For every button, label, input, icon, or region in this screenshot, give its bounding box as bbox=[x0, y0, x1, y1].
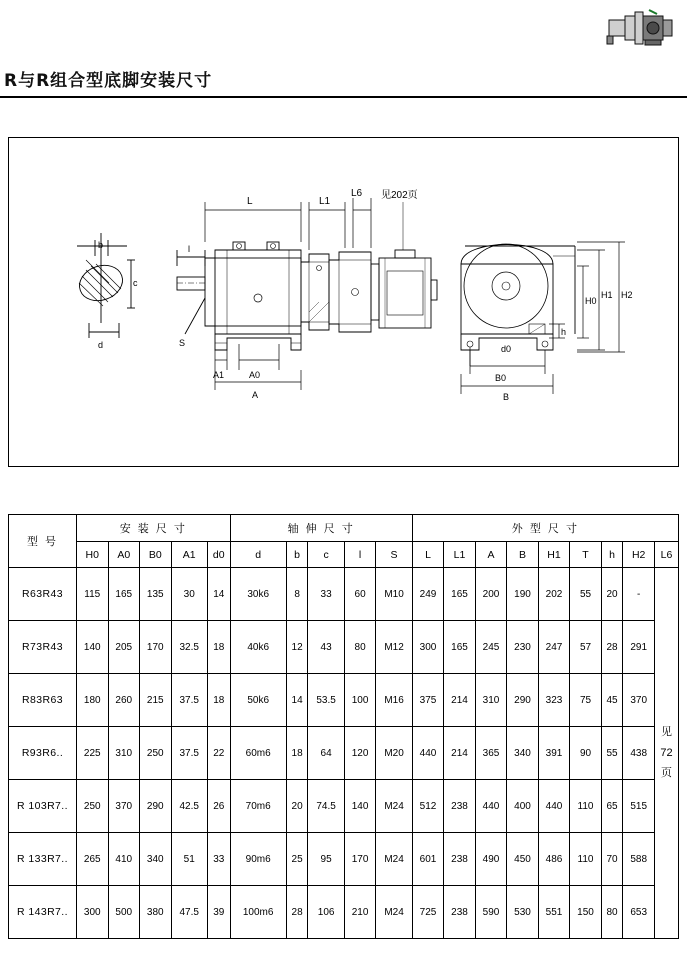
cell-b: 20 bbox=[286, 780, 308, 833]
cell-c: 43 bbox=[308, 621, 344, 674]
cell-B: 530 bbox=[507, 886, 539, 939]
svg-text:h: h bbox=[561, 327, 567, 337]
cell-B0: 290 bbox=[140, 780, 172, 833]
cell-l: 80 bbox=[344, 621, 376, 674]
cell-l: 210 bbox=[344, 886, 376, 939]
cell-h: 55 bbox=[601, 727, 623, 780]
page-title: R与R组合型底脚安装尺寸 bbox=[4, 71, 213, 91]
cell-S: M10 bbox=[376, 568, 412, 621]
cell-L1: 238 bbox=[444, 886, 476, 939]
col-d0: d0 bbox=[207, 542, 230, 568]
cell-S: M24 bbox=[376, 780, 412, 833]
svg-text:l: l bbox=[188, 244, 190, 254]
cell-S: M12 bbox=[376, 621, 412, 674]
col-l: l bbox=[344, 542, 376, 568]
cell-model: R83R63 bbox=[9, 674, 77, 727]
cell-d0: 39 bbox=[207, 886, 230, 939]
svg-text:b: b bbox=[98, 240, 104, 250]
cell-L: 440 bbox=[412, 727, 444, 780]
cell-T: 90 bbox=[570, 727, 602, 780]
cell-L: 512 bbox=[412, 780, 444, 833]
cell-h: 65 bbox=[601, 780, 623, 833]
title-divider bbox=[0, 96, 687, 98]
col-A: A bbox=[475, 542, 507, 568]
cell-T: 55 bbox=[570, 568, 602, 621]
cell-L: 300 bbox=[412, 621, 444, 674]
table-row bbox=[9, 568, 679, 621]
svg-text:c: c bbox=[133, 278, 138, 288]
cell-d: 100m6 bbox=[230, 886, 286, 939]
cell-B: 400 bbox=[507, 780, 539, 833]
col-L6: L6 bbox=[655, 542, 679, 568]
l6-line-3: 页 bbox=[661, 767, 672, 780]
cell-h: 45 bbox=[601, 674, 623, 727]
col-H0: H0 bbox=[77, 542, 109, 568]
cell-l: 100 bbox=[344, 674, 376, 727]
cell-L: 725 bbox=[412, 886, 444, 939]
svg-text:d0: d0 bbox=[501, 344, 512, 354]
cell-d: 40k6 bbox=[230, 621, 286, 674]
group-install: 安 装 尺 寸 bbox=[77, 515, 231, 542]
cell-H2: 653 bbox=[623, 886, 655, 939]
cell-A0: 500 bbox=[108, 886, 140, 939]
cell-b: 14 bbox=[286, 674, 308, 727]
svg-text:B: B bbox=[503, 392, 510, 402]
cell-A: 440 bbox=[475, 780, 507, 833]
table-head bbox=[9, 515, 679, 568]
col-L: L bbox=[412, 542, 444, 568]
group-shaft: 轴 伸 尺 寸 bbox=[230, 515, 412, 542]
svg-text:S: S bbox=[179, 338, 186, 348]
cell-H0: 140 bbox=[77, 621, 109, 674]
cell-d: 90m6 bbox=[230, 833, 286, 886]
cell-A0: 205 bbox=[108, 621, 140, 674]
table-row bbox=[9, 780, 679, 833]
cell-L: 601 bbox=[412, 833, 444, 886]
cell-h: 20 bbox=[601, 568, 623, 621]
cell-c: 53.5 bbox=[308, 674, 344, 727]
svg-text:H2: H2 bbox=[621, 290, 633, 300]
svg-text:见202页: 见202页 bbox=[381, 190, 418, 201]
table-row bbox=[9, 621, 679, 674]
cell-B0: 380 bbox=[140, 886, 172, 939]
l6-line-2: 72 bbox=[660, 746, 673, 759]
col-B: B bbox=[507, 542, 539, 568]
cell-d0: 26 bbox=[207, 780, 230, 833]
cell-h: 70 bbox=[601, 833, 623, 886]
cell-l: 140 bbox=[344, 780, 376, 833]
cell-d: 60m6 bbox=[230, 727, 286, 780]
table-row bbox=[9, 833, 679, 886]
cell-c: 106 bbox=[308, 886, 344, 939]
col-S: S bbox=[376, 542, 412, 568]
col-B0: B0 bbox=[140, 542, 172, 568]
svg-text:L: L bbox=[247, 196, 253, 207]
cell-l: 120 bbox=[344, 727, 376, 780]
cell-B0: 340 bbox=[140, 833, 172, 886]
cell-T: 110 bbox=[570, 833, 602, 886]
cell-B0: 135 bbox=[140, 568, 172, 621]
cell-H1: 391 bbox=[538, 727, 570, 780]
cell-A1: 42.5 bbox=[171, 780, 207, 833]
cell-H1: 247 bbox=[538, 621, 570, 674]
cell-B0: 250 bbox=[140, 727, 172, 780]
cell-A1: 37.5 bbox=[171, 727, 207, 780]
cell-b: 18 bbox=[286, 727, 308, 780]
cell-B: 290 bbox=[507, 674, 539, 727]
cell-d0: 18 bbox=[207, 621, 230, 674]
cell-S: M24 bbox=[376, 833, 412, 886]
cell-L: 249 bbox=[412, 568, 444, 621]
cell-S: M20 bbox=[376, 727, 412, 780]
cell-L: 375 bbox=[412, 674, 444, 727]
table-row bbox=[9, 886, 679, 939]
cell-L1: 165 bbox=[444, 568, 476, 621]
cell-c: 74.5 bbox=[308, 780, 344, 833]
col-A0: A0 bbox=[108, 542, 140, 568]
cell-h: 80 bbox=[601, 886, 623, 939]
cell-B: 190 bbox=[507, 568, 539, 621]
col-L1: L1 bbox=[444, 542, 476, 568]
cell-A: 310 bbox=[475, 674, 507, 727]
cell-H2: 438 bbox=[623, 727, 655, 780]
svg-text:A0: A0 bbox=[249, 370, 261, 380]
group-outline: 外 型 尺 寸 bbox=[412, 515, 678, 542]
cell-b: 28 bbox=[286, 886, 308, 939]
cell-T: 110 bbox=[570, 780, 602, 833]
cell-b: 25 bbox=[286, 833, 308, 886]
cell-H0: 300 bbox=[77, 886, 109, 939]
dimensions-table bbox=[8, 514, 679, 939]
cell-H0: 250 bbox=[77, 780, 109, 833]
cell-model: R 103R7.. bbox=[9, 780, 77, 833]
cell-T: 150 bbox=[570, 886, 602, 939]
cell-d: 70m6 bbox=[230, 780, 286, 833]
cell-L1: 214 bbox=[444, 727, 476, 780]
cell-H0: 225 bbox=[77, 727, 109, 780]
cell-d0: 22 bbox=[207, 727, 230, 780]
cell-A0: 165 bbox=[108, 568, 140, 621]
cell-d0: 33 bbox=[207, 833, 230, 886]
table-head-row-groups bbox=[9, 515, 679, 542]
cell-l: 170 bbox=[344, 833, 376, 886]
technical-drawing bbox=[8, 137, 679, 467]
gear-motor-logo-icon bbox=[605, 6, 677, 50]
cell-H2: - bbox=[623, 568, 655, 621]
svg-text:H1: H1 bbox=[601, 290, 613, 300]
cell-d0: 14 bbox=[207, 568, 230, 621]
cell-H1: 551 bbox=[538, 886, 570, 939]
cell-h: 28 bbox=[601, 621, 623, 674]
svg-text:H0: H0 bbox=[585, 296, 597, 306]
cell-model: R93R6.. bbox=[9, 727, 77, 780]
col-T: T bbox=[570, 542, 602, 568]
cell-A1: 51 bbox=[171, 833, 207, 886]
col-c: c bbox=[308, 542, 344, 568]
cell-H2: 370 bbox=[623, 674, 655, 727]
col-b: b bbox=[286, 542, 308, 568]
cell-A1: 32.5 bbox=[171, 621, 207, 674]
cell-A1: 37.5 bbox=[171, 674, 207, 727]
cell-H2: 515 bbox=[623, 780, 655, 833]
cell-B: 340 bbox=[507, 727, 539, 780]
dimensions-table-wrap bbox=[8, 514, 679, 939]
cell-L1: 165 bbox=[444, 621, 476, 674]
cell-A: 365 bbox=[475, 727, 507, 780]
l6-line-1: 见 bbox=[661, 725, 672, 738]
cell-A: 490 bbox=[475, 833, 507, 886]
cell-H2: 588 bbox=[623, 833, 655, 886]
cell-T: 57 bbox=[570, 621, 602, 674]
table-head-row-cols bbox=[9, 542, 679, 568]
cell-L1: 214 bbox=[444, 674, 476, 727]
svg-text:d: d bbox=[98, 340, 104, 350]
cell-A1: 30 bbox=[171, 568, 207, 621]
cell-A: 245 bbox=[475, 621, 507, 674]
table-row bbox=[9, 727, 679, 780]
cell-A0: 410 bbox=[108, 833, 140, 886]
cell-L1: 238 bbox=[444, 833, 476, 886]
cell-b: 8 bbox=[286, 568, 308, 621]
col-model: 型 号 bbox=[9, 515, 77, 568]
cell-B0: 215 bbox=[140, 674, 172, 727]
cell-H2: 291 bbox=[623, 621, 655, 674]
cell-model: R73R43 bbox=[9, 621, 77, 674]
cell-A1: 47.5 bbox=[171, 886, 207, 939]
cell-model: R63R43 bbox=[9, 568, 77, 621]
cell-B0: 170 bbox=[140, 621, 172, 674]
cell-b: 12 bbox=[286, 621, 308, 674]
col-A1: A1 bbox=[171, 542, 207, 568]
cell-H0: 180 bbox=[77, 674, 109, 727]
cell-H0: 265 bbox=[77, 833, 109, 886]
cell-H1: 440 bbox=[538, 780, 570, 833]
cell-S: M24 bbox=[376, 886, 412, 939]
cell-L1: 238 bbox=[444, 780, 476, 833]
col-H2: H2 bbox=[623, 542, 655, 568]
svg-text:L1: L1 bbox=[319, 196, 331, 207]
cell-T: 75 bbox=[570, 674, 602, 727]
cell-B: 450 bbox=[507, 833, 539, 886]
cell-model: R 143R7.. bbox=[9, 886, 77, 939]
table-body bbox=[9, 568, 679, 939]
cell-d0: 18 bbox=[207, 674, 230, 727]
cell-l: 60 bbox=[344, 568, 376, 621]
col-d: d bbox=[230, 542, 286, 568]
cell-A0: 260 bbox=[108, 674, 140, 727]
svg-text:A: A bbox=[252, 390, 259, 400]
svg-text:L6: L6 bbox=[351, 188, 363, 199]
cell-d: 50k6 bbox=[230, 674, 286, 727]
cell-c: 64 bbox=[308, 727, 344, 780]
col-h: h bbox=[601, 542, 623, 568]
cell-d: 30k6 bbox=[230, 568, 286, 621]
cell-c: 33 bbox=[308, 568, 344, 621]
cell-B: 230 bbox=[507, 621, 539, 674]
col-H1: H1 bbox=[538, 542, 570, 568]
cell-c: 95 bbox=[308, 833, 344, 886]
svg-text:A1: A1 bbox=[213, 370, 225, 380]
cell-H1: 323 bbox=[538, 674, 570, 727]
cell-A0: 370 bbox=[108, 780, 140, 833]
svg-text:B0: B0 bbox=[495, 373, 507, 383]
cell-H1: 486 bbox=[538, 833, 570, 886]
cell-L6-merged bbox=[655, 568, 679, 939]
table-row bbox=[9, 674, 679, 727]
cell-A0: 310 bbox=[108, 727, 140, 780]
cell-H1: 202 bbox=[538, 568, 570, 621]
cell-A: 200 bbox=[475, 568, 507, 621]
cell-A: 590 bbox=[475, 886, 507, 939]
cell-S: M16 bbox=[376, 674, 412, 727]
cell-model: R 133R7.. bbox=[9, 833, 77, 886]
cell-H0: 115 bbox=[77, 568, 109, 621]
